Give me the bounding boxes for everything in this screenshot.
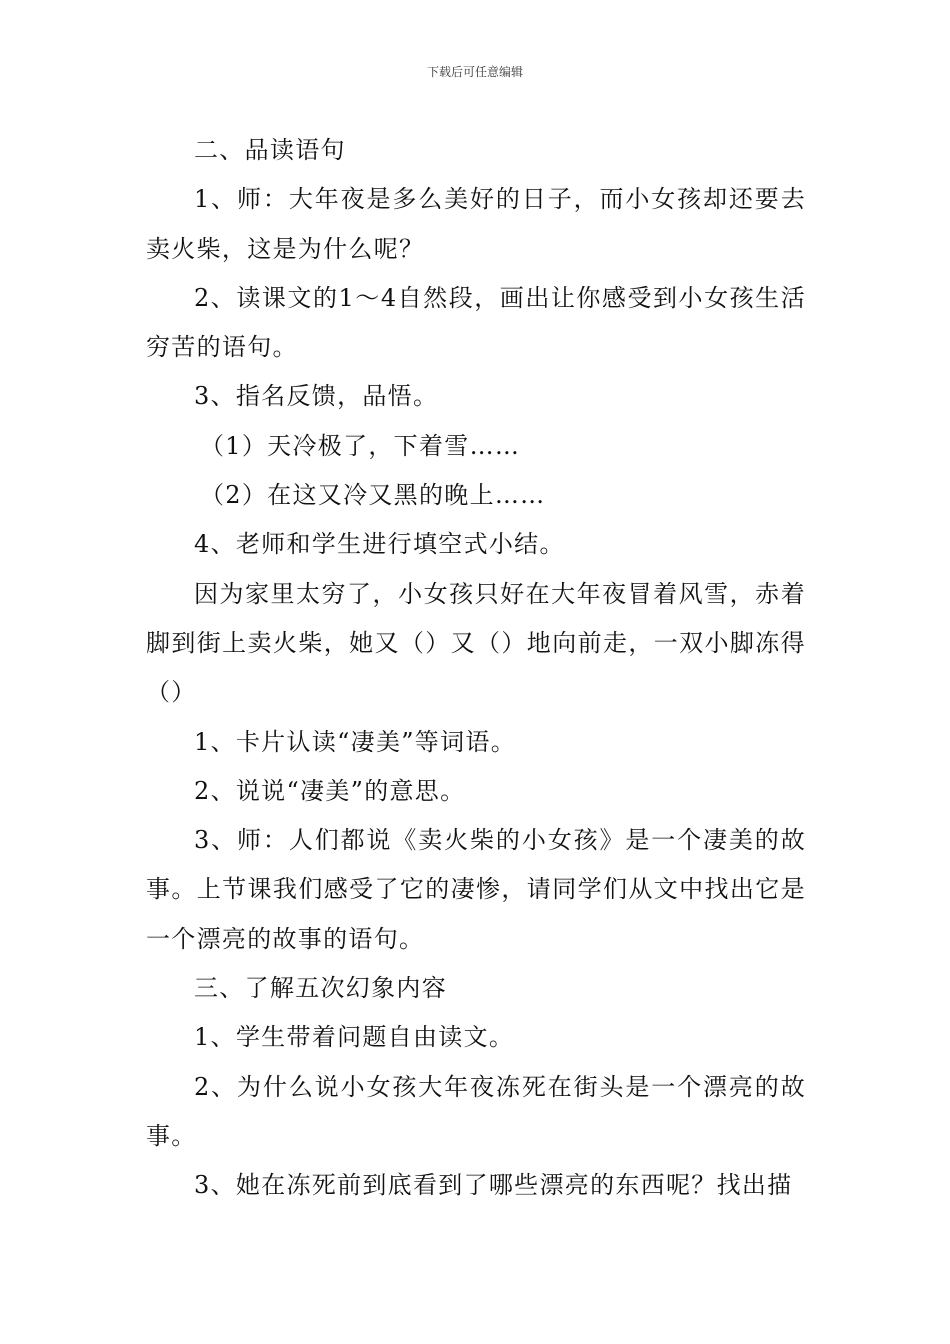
paragraph: 2、读课文的1～4自然段，画出让你感受到小女孩生活穷苦的语句。: [146, 283, 806, 362]
paragraph: 因为家里太穷了，小女孩只好在大年夜冒着风雪，赤着脚到街上卖火柴，她又（）又（）地向前走，一双小脚冻得（）: [146, 579, 806, 707]
paragraph: 4、老师和学生进行填空式小结。: [194, 530, 565, 559]
paragraph: 1、师：大年夜是多么美好的日子，而小女孩却还要去卖火柴，这是为什么呢？: [146, 185, 806, 263]
paragraph: 3、师：人们都说《卖火柴的小女孩》是一个凄美的故事。上节课我们感受了它的凄惨，请同学们从文中找出它是一个漂亮的故事的语句。: [146, 826, 806, 953]
section-heading-2: 二、品读语句: [194, 136, 346, 164]
paragraph: 1、卡片认读“凄美”等词语。: [194, 727, 517, 756]
paragraph: 3、她在冻死前到底看到了哪些漂亮的东西呢？找出描: [194, 1171, 793, 1200]
paragraph: 2、为什么说小女孩大年夜冻死在街头是一个漂亮的故事。: [146, 1072, 806, 1150]
page-header-note: 下载后可任意编辑: [426, 65, 523, 79]
paragraph: 3、指名反馈，品悟。: [194, 382, 439, 411]
paragraph: 2、说说“凄美”的意思。: [194, 776, 466, 805]
sub-item: （2）在这又冷又黑的晚上……: [200, 481, 546, 510]
sub-item: （1）天冷极了，下着雪……: [200, 431, 521, 460]
paragraph: 1、学生带着问题自由读文。: [194, 1023, 515, 1052]
section-heading-3: 三、了解五次幻象内容: [194, 974, 447, 1003]
document-body: [146, 126, 806, 1211]
